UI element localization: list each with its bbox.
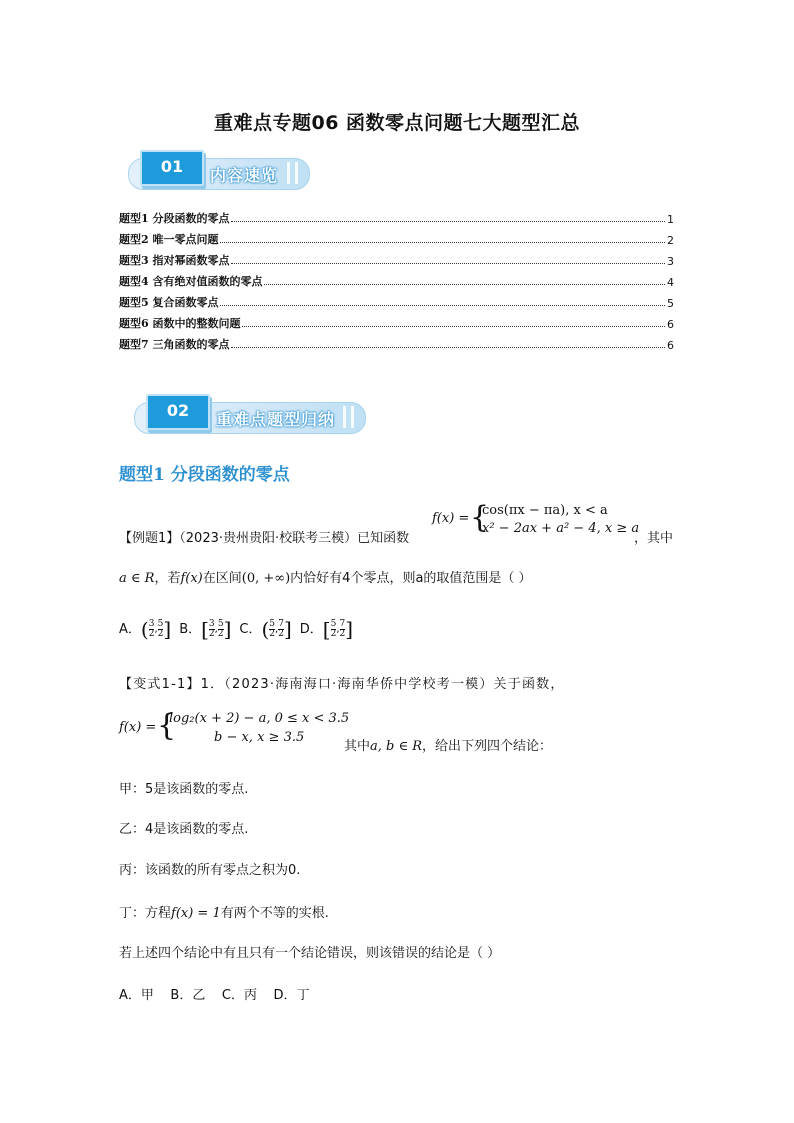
- toc-entry-page: 5: [667, 297, 674, 310]
- toc-entry-page: 4: [667, 276, 674, 289]
- numerator: 5: [217, 618, 224, 629]
- interval-open: (: [140, 617, 149, 641]
- banner-number: 02: [146, 394, 210, 430]
- banner-stripe: [295, 162, 298, 184]
- banner-number: 01: [140, 150, 204, 186]
- interval-math: (0, +∞): [241, 571, 291, 586]
- text: 在区间: [202, 571, 242, 586]
- text: 丁：方程: [119, 906, 172, 921]
- toc-entry-title: 题型7 三角函数的零点: [119, 338, 230, 351]
- numerator: 5: [157, 618, 164, 629]
- fraction: [218, 620, 224, 639]
- case-1: log₂(x + 2) − a, 0 ≤ x < 3.5: [169, 711, 350, 726]
- section-banner-types: [134, 394, 366, 434]
- page-title: 重难点专题06 函数零点问题七大题型汇总: [213, 112, 581, 134]
- toc-entry[interactable]: [119, 331, 674, 352]
- section-heading: 题型1 分段函数的零点: [119, 465, 290, 485]
- denominator: 2: [269, 628, 276, 639]
- denominator: 2: [157, 628, 164, 639]
- variant1-condition: [344, 735, 552, 754]
- table-of-contents: [119, 205, 674, 352]
- toc-leader-dots: [264, 284, 665, 285]
- function-lhs: f(x) =: [432, 511, 470, 526]
- text: ，给出下列四个结论：: [422, 739, 553, 754]
- toc-entry-title: 题型1 分段函数的零点: [119, 212, 230, 225]
- toc-entry[interactable]: [119, 205, 674, 226]
- banner-stripe: [287, 162, 290, 184]
- interval-open: [: [201, 617, 209, 641]
- option-label: B．: [179, 621, 202, 637]
- variant1-choices: A．甲 B．乙 C．丙 D．丁: [119, 988, 310, 1003]
- statement-jia: 甲：5是该函数的零点.: [119, 782, 249, 797]
- example1-options: [119, 617, 361, 641]
- toc-entry[interactable]: [119, 226, 674, 247]
- toc-entry-title: 题型2 唯一零点问题: [119, 233, 219, 246]
- example1-line2: [119, 567, 532, 586]
- section-banner-toc: [128, 150, 310, 190]
- answer-option: [239, 617, 299, 641]
- answer-option: [119, 617, 179, 641]
- toc-entry-title: 题型4 含有绝对值函数的零点: [119, 275, 263, 288]
- interval-open: (: [261, 617, 270, 641]
- denominator: 2: [148, 628, 155, 639]
- numerator: 3: [148, 618, 155, 629]
- comma: ,: [154, 623, 158, 635]
- denominator: 2: [217, 628, 224, 639]
- fx-math: f(x): [180, 571, 203, 586]
- statement-yi: 乙：4是该函数的零点.: [119, 822, 249, 837]
- toc-leader-dots: [231, 221, 665, 222]
- option-label: A．: [119, 621, 141, 637]
- toc-entry[interactable]: [119, 310, 674, 331]
- toc-entry-title: 题型6 函数中的整数问题: [119, 317, 241, 330]
- toc-leader-dots: [231, 347, 665, 348]
- toc-leader-dots: [220, 305, 665, 306]
- example1-intro: 【例题1】（2023·贵州贵阳·校联考三模）已知函数: [119, 531, 410, 546]
- toc-leader-dots: [231, 263, 665, 264]
- brace: {: [157, 708, 177, 743]
- numerator: 3: [208, 618, 215, 629]
- case-2: b − x, x ≥ 3.5: [214, 730, 305, 745]
- interval-close: ]: [345, 617, 354, 641]
- toc-entry-page: 6: [667, 318, 674, 331]
- interval-open: [: [322, 617, 331, 641]
- case-1: cos(πx − πa), x < a: [482, 503, 608, 518]
- equation-math: f(x) = 1: [171, 906, 221, 921]
- banner-label: 重难点题型归纳: [216, 410, 336, 429]
- toc-entry-page: 3: [667, 255, 674, 268]
- example1-suffix: ，其中: [634, 531, 674, 546]
- toc-entry-title: 题型5 复合函数零点: [119, 296, 219, 309]
- toc-entry-page: 1: [667, 213, 674, 226]
- denominator: 2: [208, 628, 215, 639]
- toc-entry-page: 6: [667, 339, 674, 352]
- toc-entry-title: 题型3 指对幂函数零点: [119, 254, 230, 267]
- interval-close: ]: [223, 617, 232, 641]
- condition-math: a, b ∈ R: [370, 739, 423, 754]
- toc-entry-page: 2: [667, 234, 674, 247]
- case-2: x² − 2ax + a² − 4, x ≥ a: [482, 521, 640, 536]
- answer-option: [299, 617, 361, 641]
- text: 有两个不等的实根.: [220, 906, 329, 921]
- option-label: C．: [239, 621, 262, 637]
- variant1-heading: 【变式1-1】1．（2023·海南海口·海南华侨中学校考一模）关于函数，: [119, 677, 565, 692]
- banner-label: 内容速览: [210, 166, 279, 185]
- banner-stripe: [343, 406, 346, 428]
- interval-close: ]: [283, 617, 292, 641]
- brace: {: [470, 500, 490, 535]
- statement-bing: 丙：该函数的所有零点之积为0.: [119, 863, 301, 878]
- toc-entry[interactable]: [119, 268, 674, 289]
- numerator: 5: [330, 618, 337, 629]
- numerator: 7: [339, 618, 346, 629]
- text: ，若: [154, 571, 181, 586]
- condition-math: a ∈ R: [119, 571, 155, 586]
- variant1-question: 若上述四个结论中有且只有一个结论错误，则该错误的结论是（ ）: [119, 946, 501, 961]
- answer-option: [179, 617, 239, 641]
- toc-leader-dots: [242, 326, 665, 327]
- comma: ,: [336, 623, 340, 635]
- toc-leader-dots: [220, 242, 665, 243]
- option-label: D．: [299, 621, 323, 637]
- comma: ,: [214, 623, 218, 635]
- text: 其中: [344, 739, 371, 754]
- toc-entry[interactable]: [119, 289, 674, 310]
- text: 内恰好有4个零点，则a的取值范围是（ ）: [290, 571, 532, 586]
- banner-stripe: [351, 406, 354, 428]
- interval-close: ]: [163, 617, 172, 641]
- toc-entry[interactable]: [119, 247, 674, 268]
- function-lhs: f(x) =: [119, 720, 157, 735]
- numerator: 5: [269, 618, 276, 629]
- denominator: 2: [278, 628, 284, 639]
- numerator: 7: [278, 618, 284, 629]
- comma: ,: [275, 623, 279, 635]
- denominator: 2: [330, 628, 337, 639]
- statement-ding: [119, 902, 329, 921]
- denominator: 2: [339, 628, 346, 639]
